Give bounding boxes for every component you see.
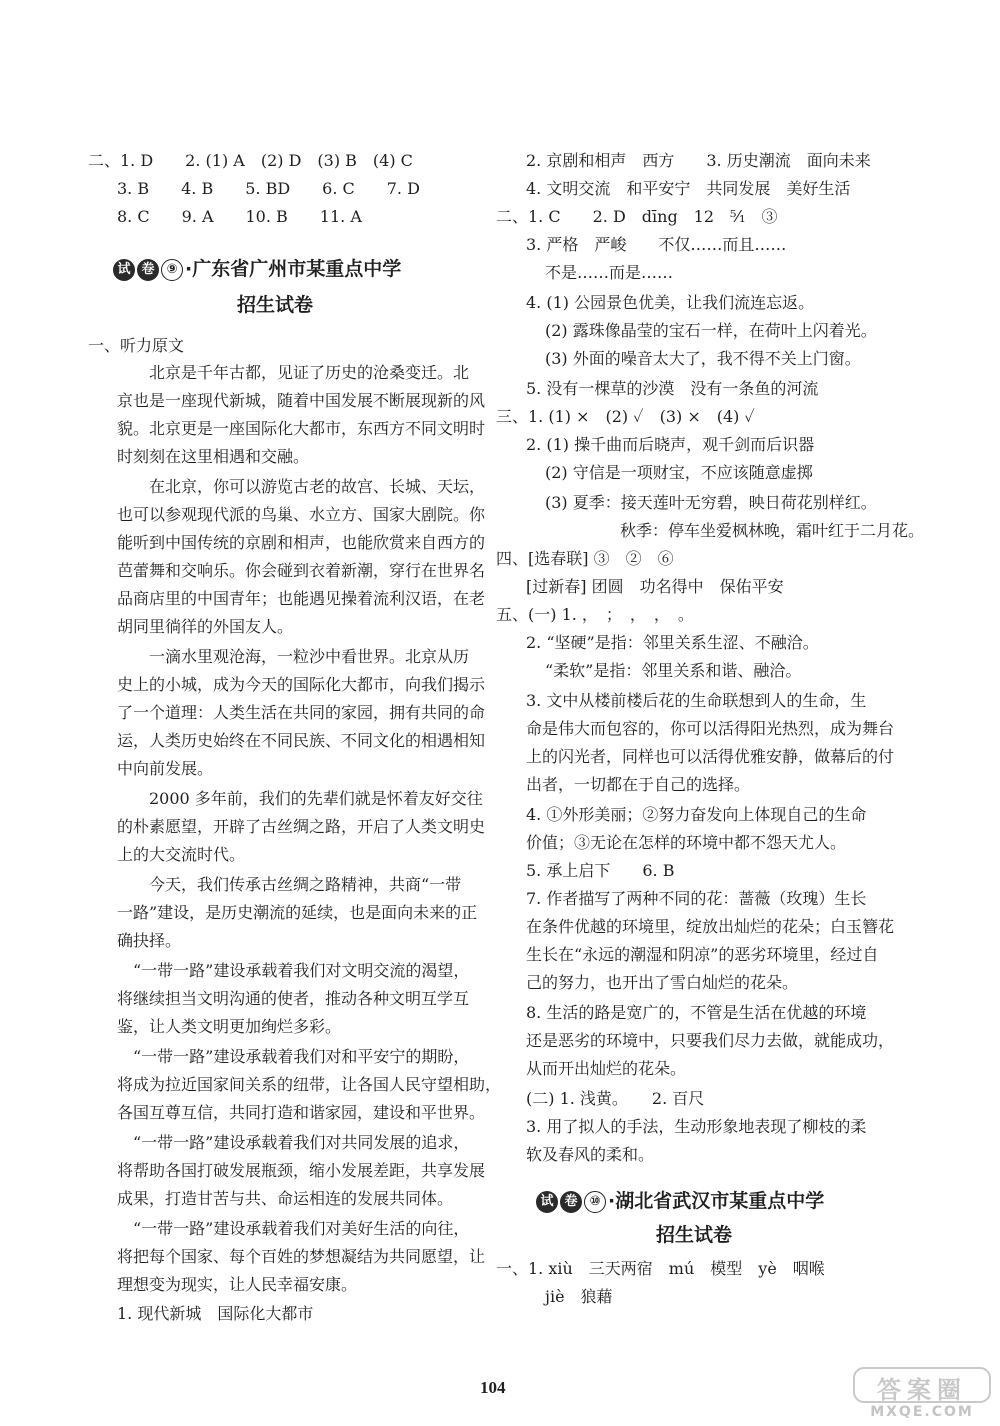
text-line: 确抉择。 [117, 931, 182, 950]
answer-line: 上的闪光者，同样也可以活得优雅安静，做幕后的付 [526, 747, 895, 766]
text-line: 中向前发展。 [117, 759, 214, 778]
answer-line: (3) 外面的噪音太大了，我不得不关上门窗。 [545, 349, 861, 368]
exam9-subtitle: 招生试卷 [237, 294, 314, 316]
text-line: 上的大交流时代。 [117, 845, 246, 864]
text-line: 史上的小城，成为今天的国际化大都市，向我们揭示 [117, 675, 486, 694]
answer-line: 5. 承上启下 6. B [526, 861, 675, 880]
text-line: 在北京，你可以游览古老的故宫、长城、天坛， [149, 477, 486, 496]
answer-line: 3. 用了拟人的手法，生动形象地表现了柳枝的柔 [526, 1117, 867, 1136]
answer-line: 生长在“永远的潮湿和阴凉”的恶劣环境里，经过自 [526, 945, 879, 964]
text-line: 一、听力原文 [88, 336, 185, 355]
page-number: 104 [480, 1378, 506, 1397]
answer-line: 三、1. (1) × (2) ✓ (3) × (4) ✓ [496, 407, 755, 426]
text-line: 2000 多年前，我们的先辈们就是怀着友好交往 [149, 789, 483, 808]
exam-badge-icon: 卷 [560, 1191, 582, 1213]
exam10-subtitle: 招生试卷 [656, 1224, 733, 1246]
text-line: 一路”建设，是历史潮流的延续，也是面向未来的正 [117, 903, 478, 922]
text-line: 将继续担当文明沟通的使者，推动各种文明互学互 [117, 989, 470, 1008]
text-line: 理想变为现实，让人民幸福安康。 [117, 1275, 358, 1294]
answer-line: 2. (1) 操千曲而后晓声，观千剑而后识器 [526, 435, 815, 454]
watermark-logo-text: 答案圈 [877, 1376, 967, 1404]
text-line: 品商店里的中国青年；也能遇见操着流利汉语，在老 [117, 589, 486, 608]
answer-line: (2) 露珠像晶莹的宝石一样，在荷叶上闪着光。 [545, 321, 877, 340]
answer-line: 五、(一) 1. ， ； ， ， 。 [496, 605, 694, 624]
answer-line: 一、1. xiù 三天两宿 mú 模型 yè 咽喉 [496, 1259, 825, 1278]
answer-line: (二) 1. 浅黄。 2. 百尺 [526, 1089, 705, 1108]
answer-line: 7. 作者描写了两种不同的花：蔷薇（玫瑰）生长 [526, 889, 867, 908]
answer-line: 价值；③无论在怎样的环境中都不怨天尤人。 [526, 833, 847, 852]
text-line: 芭蕾舞和交响乐。你会碰到衣着新潮，穿行在世界名 [117, 561, 486, 580]
answer-line: 3. B 4. B 5. BD 6. C 7. D [117, 179, 420, 198]
answer-line: 1. 现代新城 国际化大都市 [117, 1304, 314, 1323]
answer-line: 8. C 9. A 10. B 11. A [117, 207, 362, 226]
text-line: 将帮助各国打破发展瓶颈，缩小发展差距，共享发展 [117, 1161, 486, 1180]
text-line: 时刻刻在这里相遇和交融。 [117, 447, 310, 466]
text-line: “一带一路”建设承载着我们对文明交流的渴望， [133, 961, 470, 980]
exam-badge-icon: 试 [113, 259, 135, 281]
text-line: 能听到中国传统的京剧和相声，也能欣赏来自西方的 [117, 533, 486, 552]
exam9-title [113, 254, 401, 281]
answer-line: 出者，一切都在于自己的选择。 [526, 775, 751, 794]
text-line: “一带一路”建设承载着我们对美好生活的向往， [133, 1219, 470, 1238]
text-line: “一带一路”建设承载着我们对共同发展的追求， [133, 1133, 470, 1152]
text-line: 运，人类历史始终在不同民族、不同文化的相遇相知 [117, 731, 486, 750]
text-line: 北京是千年古都，见证了历史的沧桑变迁。北 [149, 363, 470, 382]
text-line: 貌。北京更是一座国际化大都市，东西方不同文明时 [117, 419, 486, 438]
exam10-title-text: ·湖北省武汉市某重点中学 [608, 1190, 825, 1212]
text-line: 将把每个国家、每个百姓的梦想凝结为共同愿望，让 [117, 1247, 486, 1266]
answer-line: 3. 文中从楼前楼后花的生命联想到人的生命，生 [526, 691, 867, 710]
answer-line: 二、1. D 2. (1) A (2) D (3) B (4) C [88, 151, 413, 170]
text-line: 也可以参观现代派的鸟巢、水立方、国家大剧院。你 [117, 505, 486, 524]
text-line: 一滴水里观沧海，一粒沙中看世界。北京从历 [149, 647, 470, 666]
answer-line: 3. 严格 严峻 不仅……而且…… [526, 235, 787, 254]
answer-line: 在条件优越的环境里，绽放出灿烂的花朵；白玉簪花 [526, 917, 895, 936]
answer-line: 秋季：停车坐爱枫林晚，霜叶红于二月花。 [620, 521, 925, 540]
text-line: 成果，打造甘苦与共、命运相连的发展共同体。 [117, 1189, 454, 1208]
answer-line: 4. 文明交流 和平安宁 共同发展 美好生活 [526, 179, 851, 198]
text-line: 今天，我们传承古丝绸之路精神，共商“一带 [149, 875, 462, 894]
answer-line: jiè 狼藉 [545, 1287, 613, 1306]
answer-line: (2) 守信是一项财宝，不应该随意虚掷 [545, 463, 813, 482]
answer-line: [过新春] 团圆 功名得中 保佑平安 [526, 577, 784, 596]
exam-number-badge: ⑩ [584, 1191, 606, 1213]
answer-line: 己的努力，也开出了雪白灿烂的花朵。 [526, 973, 799, 992]
answer-line: 2. “坚硬”是指：邻里关系生涩、不融洽。 [526, 633, 819, 652]
answer-line: 还是恶劣的环境中，只要我们尽力去做，就能成功， [526, 1031, 895, 1050]
answer-line: (3) 夏季：接天莲叶无穷碧，映日荷花别样红。 [545, 493, 877, 512]
answer-line: 从而开出灿烂的花朵。 [526, 1059, 687, 1078]
answer-line: 4. (1) 公园景色优美，让我们流连忘返。 [526, 293, 815, 312]
answer-line: 4. ①外形美丽；②努力奋发向上体现自己的生命 [526, 805, 867, 824]
answer-line: 8. 生活的路是宽广的，不管是生活在优越的环境 [526, 1003, 867, 1022]
text-line: 了一个道理：人类生活在共同的家园，拥有共同的命 [117, 703, 486, 722]
exam-badge-icon: 试 [536, 1191, 558, 1213]
exam10-title [536, 1186, 824, 1213]
text-line: “一带一路”建设承载着我们对和平安宁的期盼， [133, 1047, 470, 1066]
answer-line: 软及春风的柔和。 [526, 1145, 655, 1164]
text-line: 将成为拉近国家间关系的纽带，让各国人民守望相助， [117, 1075, 502, 1094]
exam-number-badge: ⑨ [161, 259, 183, 281]
text-line: 的朴素愿望，开辟了古丝绸之路，开启了人类文明史 [117, 817, 486, 836]
text-line: 各国互尊互信，共同打造和谐家园，建设和平世界。 [117, 1103, 486, 1122]
answer-line: 四、[选春联] ③ ② ⑥ [496, 549, 674, 568]
answer-line: 2. 京剧和相声 西方 3. 历史潮流 面向未来 [526, 151, 871, 170]
answer-line: 5. 没有一棵草的沙漠 没有一条鱼的河流 [526, 379, 819, 398]
answer-line: 二、1. C 2. D dīng 12 ⁵⁄₁ ③ [496, 207, 778, 226]
text-line: 鉴，让人类文明更加绚烂多彩。 [117, 1017, 342, 1036]
watermark-logo [852, 1366, 992, 1422]
answer-line: 不是……而是…… [545, 263, 674, 282]
text-line: 胡同里徜徉的外国友人。 [117, 617, 294, 636]
answer-line: 命是伟大而包容的，你可以活得阳光热烈，成为舞台 [526, 719, 895, 738]
exam-badge-icon: 卷 [137, 259, 159, 281]
text-line: 京也是一座现代新城，随着中国发展不断展现新的风 [117, 391, 486, 410]
watermark-url: MXQE.COM [870, 1404, 974, 1420]
answer-line: “柔软”是指：邻里关系和谐、融洽。 [545, 661, 802, 680]
exam9-title-text: ·广东省广州市某重点中学 [185, 258, 402, 280]
